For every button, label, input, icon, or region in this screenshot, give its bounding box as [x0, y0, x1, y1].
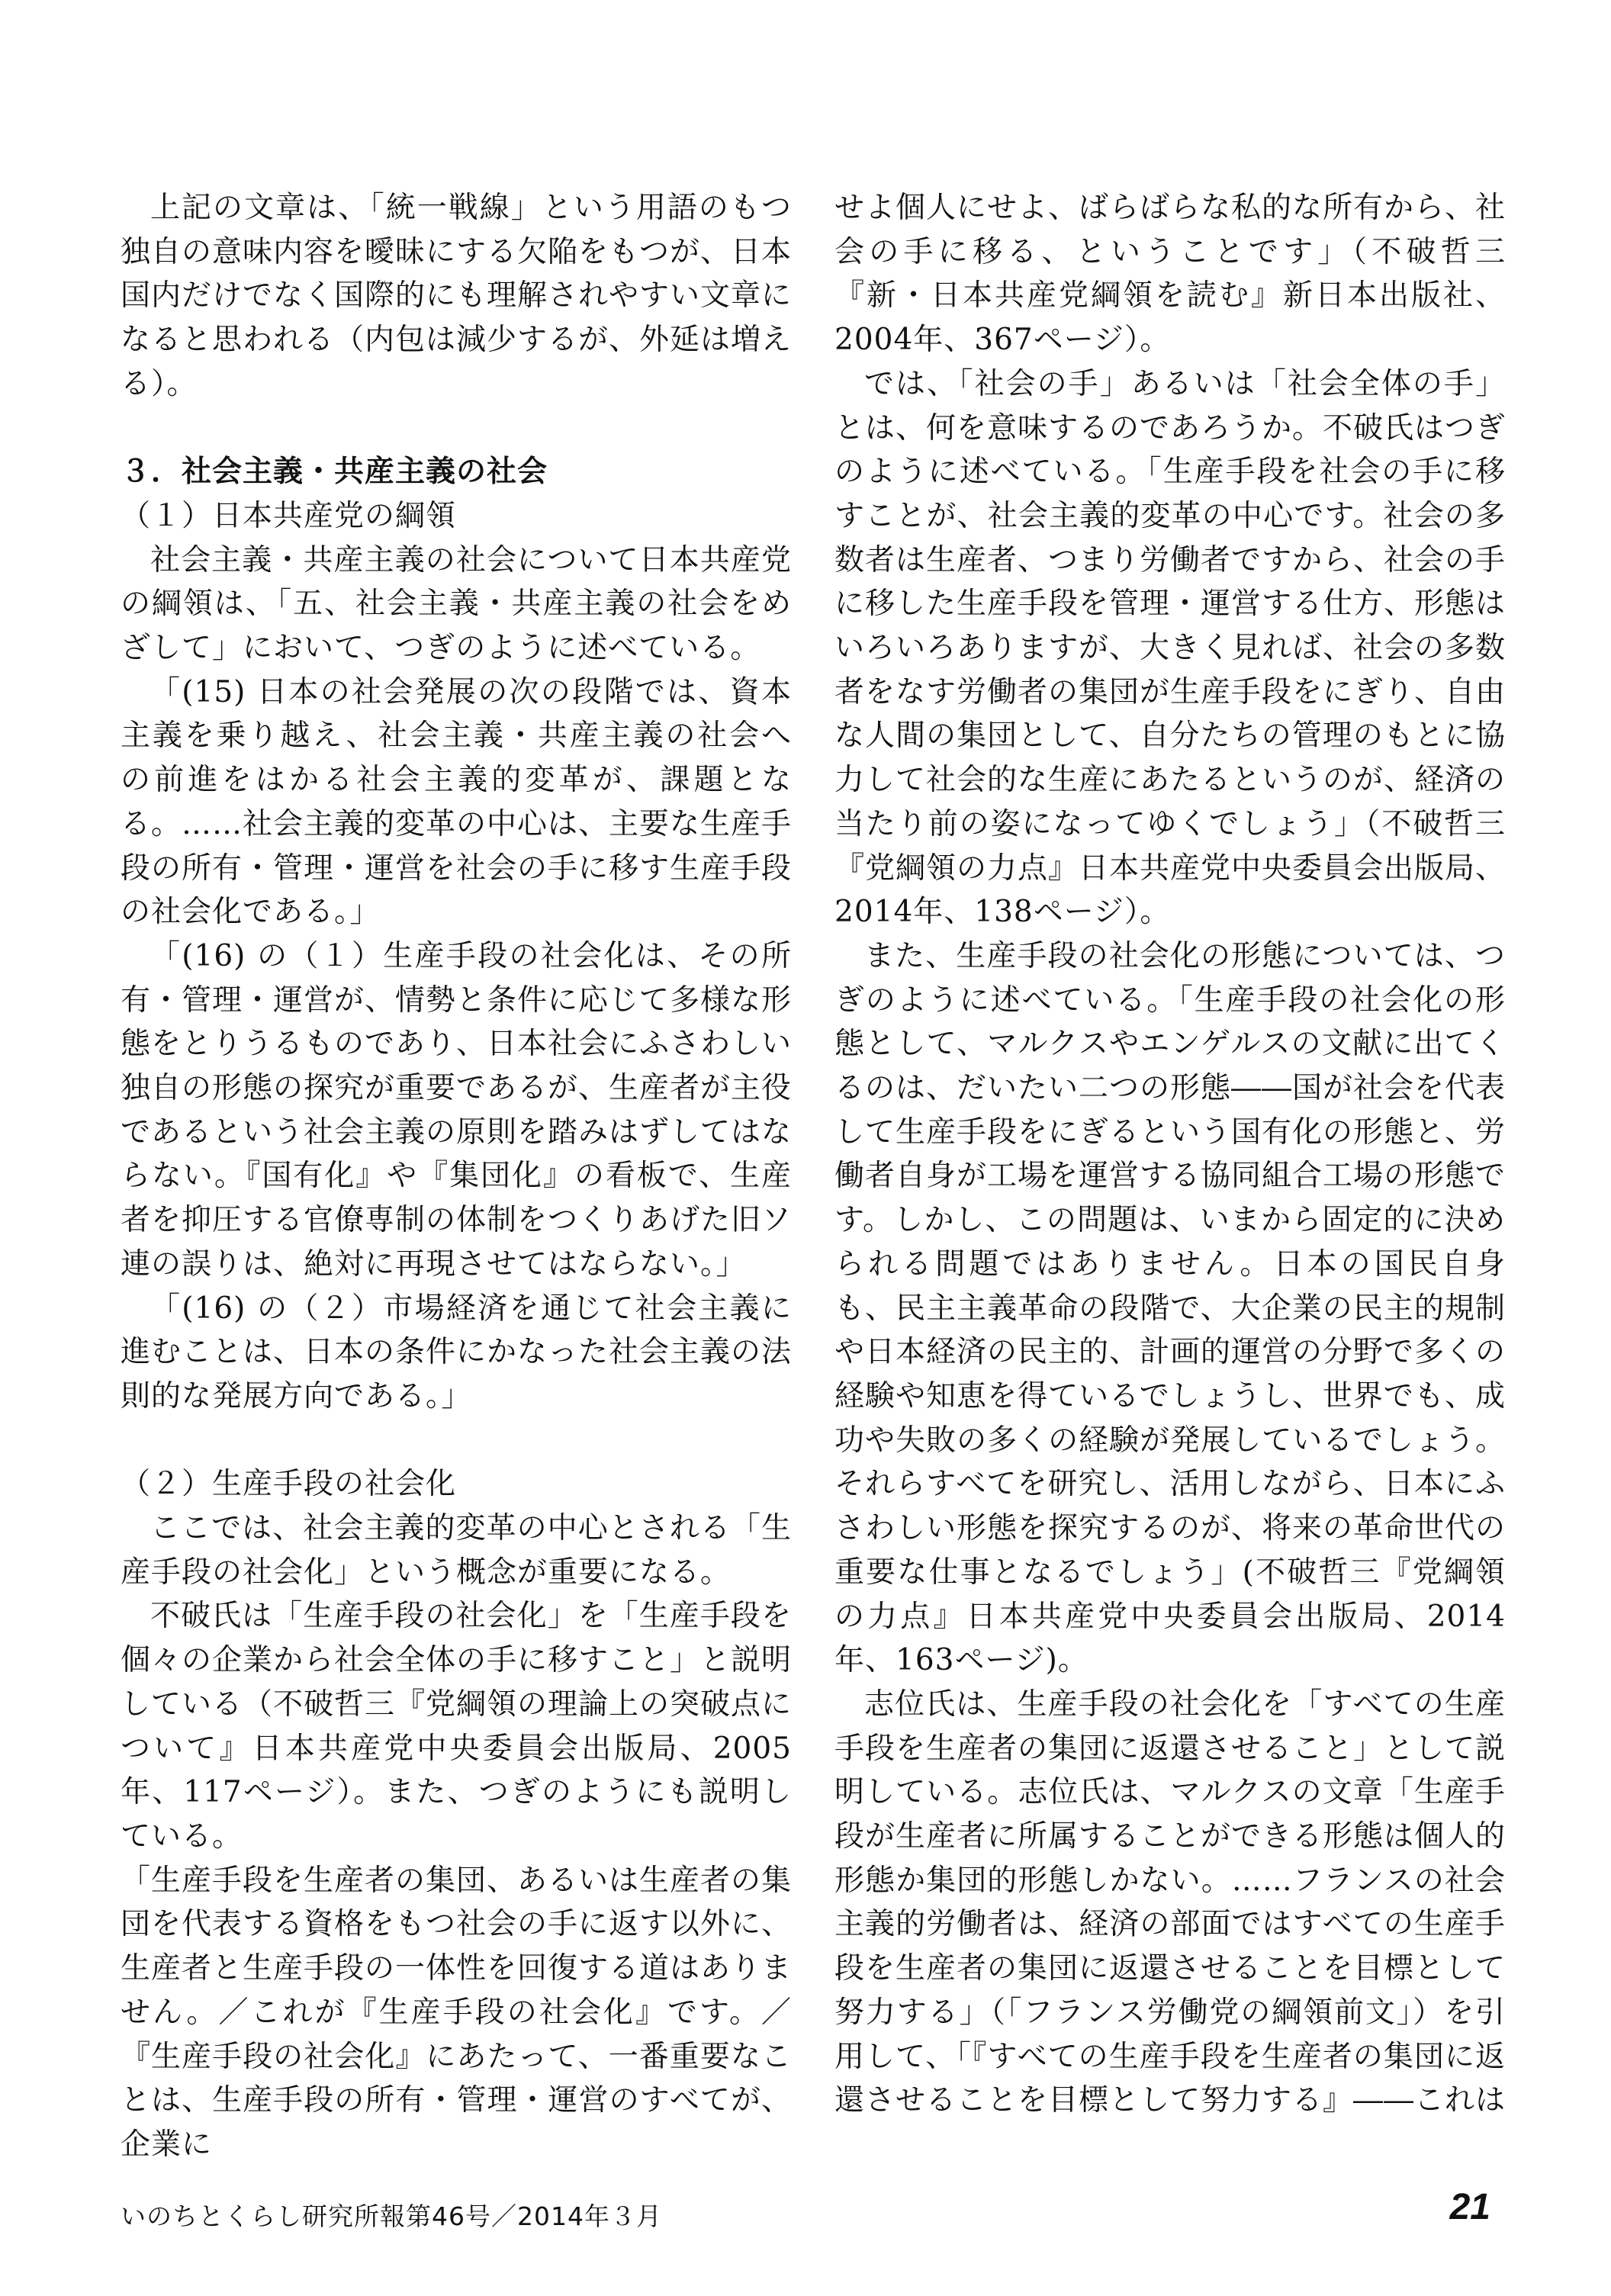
paragraph: また、生産手段の社会化の形態については、つぎのように述べている。「生産手段の社会化の形態として、マルクスやエンゲルスの文献に出てくるのは、だいたい二つの形態――国が社会を代表して生産手段をにぎるという国有化の形態と、労働者自身が工場を運営する協同組合工場の形態です。しかし、この問題は、いまから固定的に決められる問題ではありません。日本の国民自身も、民主主義革命の段階で、大企業の民主的規制や日本経済の民主的、計画的運営の分野で多くの経験や知恵を得ているでしょうし、世界でも、成功や失敗の多くの経験が発展しているでしょう。それらすべてを研究し、活用しながら、日本にふさわしい形態を探究するのが、将来の革命世代の重要な仕事となるでしょう」(不破哲三『党綱領の力点』日本共産党中央委員会出版局、2014年、163ページ)。: [834, 938, 1506, 1678]
paragraph: 不破氏は「生産手段の社会化」を「生産手段を個々の企業から社会全体の手に移すこと」と説明している（不破哲三『党綱領の理論上の突破点について』日本共産党中央委員会出版局、2005年、117ページ）。また、つぎのようにも説明している。: [121, 1599, 793, 1854]
page-number: 21: [1449, 2187, 1490, 2227]
section-heading: ３．社会主義・共産主義の社会: [121, 455, 548, 490]
left-column: [121, 186, 792, 2167]
quote-paragraph: 「(15) 日本の社会発展の次の段階では、資本主義を乗り越え、社会主義・共産主義の社会への前進をはかる社会主義的変革が、課題となる。……社会主義的変革の中心は、主要な生産手段の所有・管理・運営を社会の手に移す生産手段の社会化である。」: [121, 674, 793, 930]
paragraph: では、「社会の手」あるいは「社会全体の手」とは、何を意味するのであろうか。不破氏はつぎのように述べている。「生産手段を社会の手に移すことが、社会主義的変革の中心です。社会の多数者は生産者、つまり労働者ですから、社会の手に移した生産手段を管理・運営する仕方、形態はいろいろありますが、大きく見れば、社会の多数者をなす労働者の集団が生産手段をにぎり、自由な人間の集団として、自分たちの管理のもとに協力して社会的な生産にあたるというのが、経済の当たり前の姿になってゆくでしょう」（不破哲三『党綱領の力点』日本共産党中央委員会出版局、2014年、138ページ）。: [834, 366, 1506, 930]
journal-footer: いのちとくらし研究所報第46号／2014年３月: [121, 2201, 662, 2231]
paragraph: 上記の文章は、「統一戦線」という用語のもつ独自の意味内容を曖昧にする欠陥をもつが、日本国内だけでなく国際的にも理解されやすい文章になると思われる（内包は減少するが、外延は増える）。: [121, 191, 793, 401]
spacer: [121, 407, 792, 451]
paragraph: ここでは、社会主義的変革の中心とされる「生産手段の社会化」という概念が重要になる。: [121, 1511, 792, 1590]
paragraph: 志位氏は、生産手段の社会化を「すべての生産手段を生産者の集団に返還させること」として説明している。志位氏は、マルクスの文章「生産手段が生産者に所属することができる形態は個人的形態か集団的形態しかない。……フランスの社会主義的労働者は、経済の部面ではすべての生産手段を生産者の集団に返還させることを目標として努力する」（「フランス労働党の綱領前文」）を引用して、「『すべての生産手段を生産者の集団に返還させることを目標として努力する』――これは: [834, 1687, 1506, 2118]
subsection-heading: （１）日本共産党の綱領: [121, 498, 457, 533]
subsection-heading: （２）生産手段の社会化: [121, 1467, 457, 1502]
quote-paragraph: 「生産手段を生産者の集団、あるいは生産者の集団を代表する資格をもつ社会の手に返す以外に、生産者と生産手段の一体性を回復する道はありません。／これが『生産手段の社会化』です。／『生産手段の社会化』にあたって、一番重要なことは、生産手段の所有・管理・運営のすべてが、企業に: [121, 1863, 793, 2162]
right-column: [834, 186, 1506, 2123]
spacer: [121, 1419, 792, 1463]
quote-paragraph: 「(16) の（２）市場経済を通じて社会主義に進むことは、日本の条件にかなった社会主義の法則的な発展方向である。」: [121, 1291, 793, 1413]
paragraph: 社会主義・共産主義の社会について日本共産党の綱領は、「五、社会主義・共産主義の社会をめざして」において、つぎのように述べている。: [121, 542, 792, 666]
paragraph: せよ個人にせよ、ばらばらな私的な所有から、社会の手に移る、ということです」（不破哲三『新・日本共産党綱領を読む』新日本出版社、2004年、367ページ）。: [834, 191, 1506, 358]
quote-paragraph: 「(16) の（１）生産手段の社会化は、その所有・管理・運営が、情勢と条件に応じて多様な形態をとりうるものであり、日本社会にふさわしい独自の形態の探究が重要であるが、生産者が主役であるという社会主義の原則を踏みはずしてはならない。『国有化』や『集団化』の看板で、生産者を抑圧する官僚専制の体制をつくりあげた旧ソ連の誤りは、絶対に再現させてはならない。」: [121, 938, 793, 1281]
